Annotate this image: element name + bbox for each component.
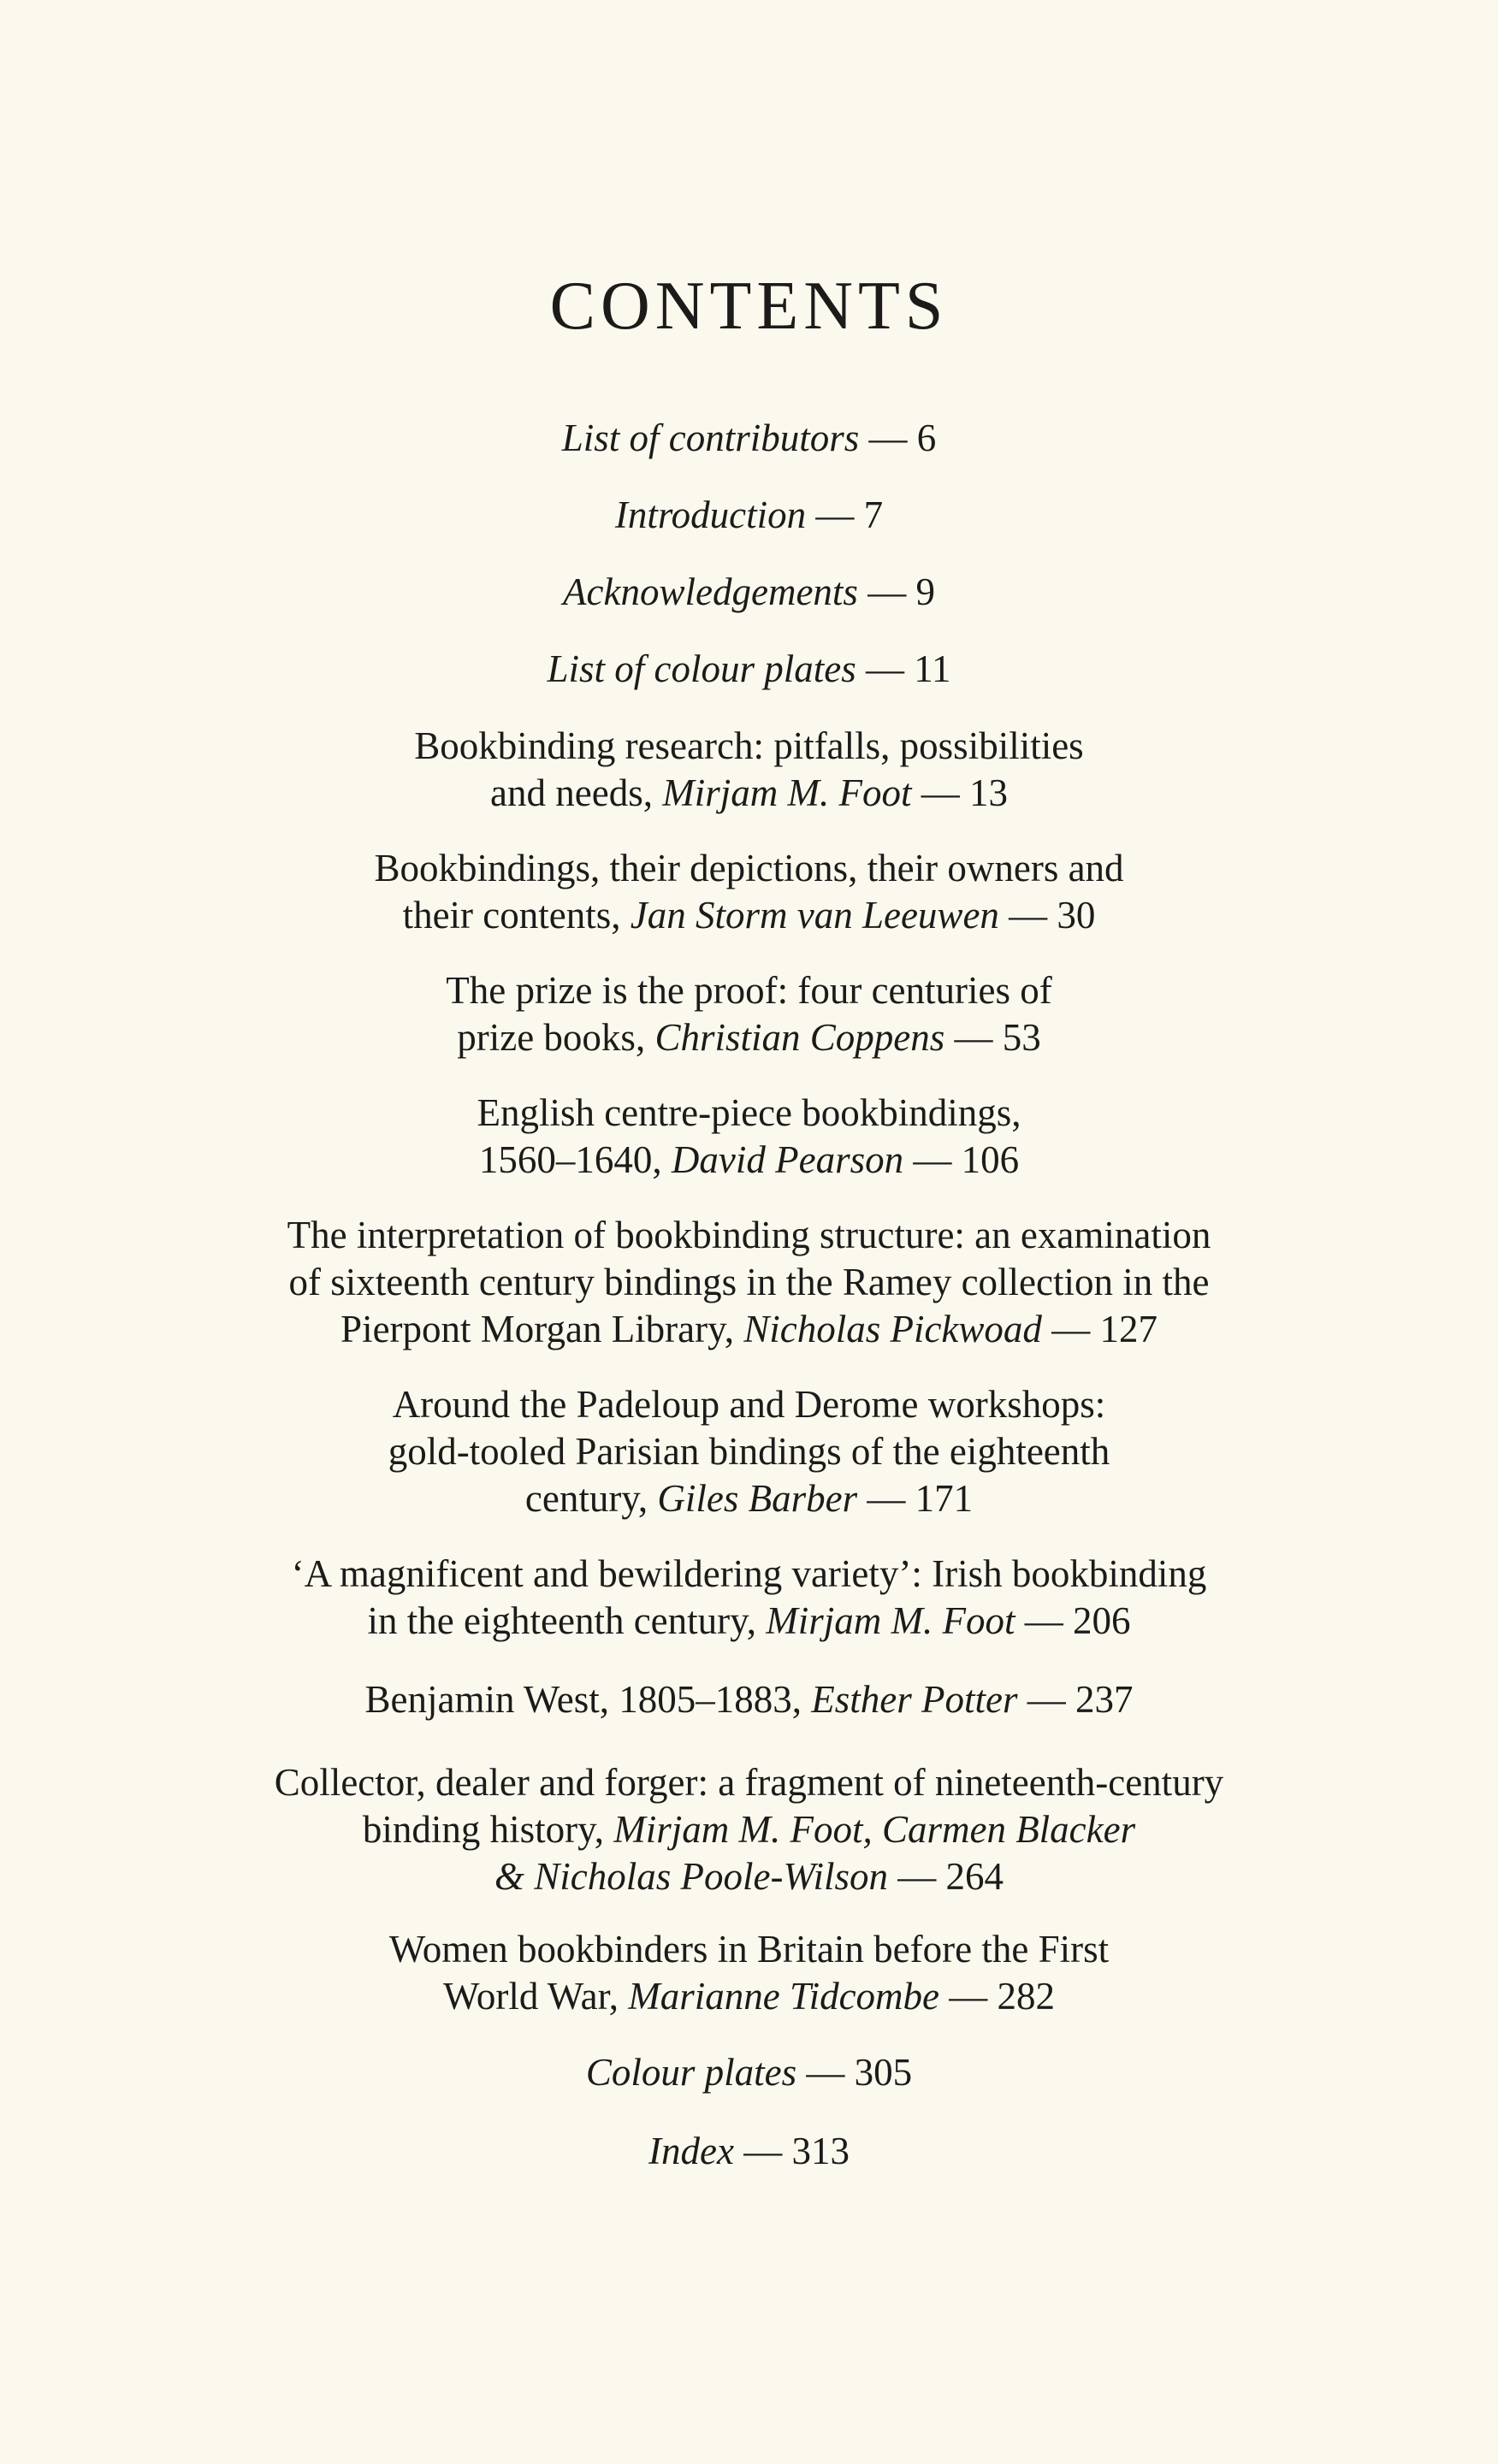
- toc-entry: [0, 967, 1498, 1061]
- toc-line: [0, 415, 1498, 462]
- entry-title: century,: [524, 1477, 658, 1520]
- toc-line: [0, 1306, 1498, 1353]
- page-number: 6: [916, 417, 937, 459]
- toc-line: [0, 1676, 1498, 1723]
- toc-line: [0, 1475, 1498, 1522]
- entry-title: prize books,: [457, 1016, 655, 1059]
- entry-author: Nicholas Pickwoad: [743, 1308, 1042, 1350]
- em-dash-separator: —: [857, 1477, 915, 1520]
- em-dash-separator: —: [1017, 1678, 1075, 1721]
- toc-entry: [0, 492, 1498, 539]
- toc-entry: [0, 1090, 1498, 1184]
- entry-title: Pierpont Morgan Library,: [340, 1308, 744, 1350]
- entry-author: Acknowledgements: [563, 570, 858, 613]
- entry-title: Women bookbinders in Britain before the First: [388, 1928, 1110, 1971]
- toc-line: [0, 1598, 1498, 1645]
- entry-author: Mirjam M. Foot: [662, 771, 912, 814]
- toc-entry: [0, 1926, 1498, 2020]
- em-dash-separator: —: [856, 647, 915, 690]
- entry-author: List of colour plates: [547, 647, 856, 690]
- em-dash-separator: —: [857, 570, 916, 613]
- entry-author: Colour plates: [585, 2051, 797, 2094]
- toc-line: [0, 967, 1498, 1014]
- em-dash-separator: —: [998, 894, 1057, 937]
- entry-title: Bookbindings, their depictions, their owners and: [374, 847, 1124, 889]
- entry-author: Mirjam M. Foot: [766, 1599, 1015, 1642]
- entry-author: Christian Coppens: [654, 1016, 945, 1059]
- entry-author: Giles Barber: [657, 1477, 858, 1520]
- toc-line: [0, 1428, 1498, 1475]
- page-number: 106: [961, 1138, 1020, 1181]
- page-number: 11: [914, 647, 951, 690]
- em-dash-separator: —: [944, 1016, 1003, 1059]
- entry-title: their contents,: [402, 894, 631, 937]
- page-number: 305: [854, 2051, 913, 2094]
- page-number: 53: [1002, 1016, 1041, 1059]
- entry-title: The prize is the proof: four centuries of: [446, 969, 1052, 1012]
- toc-entry: [0, 2049, 1498, 2096]
- entry-title: of sixteenth century bindings in the Ramey collection in the: [288, 1261, 1210, 1303]
- toc-line: [0, 646, 1498, 693]
- entry-title: Bookbinding research: pitfalls, possibilities: [414, 724, 1084, 767]
- em-dash-separator: —: [859, 417, 917, 459]
- toc-line: [0, 1551, 1498, 1598]
- em-dash-separator: —: [939, 1975, 998, 2018]
- toc-line: [0, 723, 1498, 770]
- entry-title: Collector, dealer and forger: a fragment of nineteenth-century: [274, 1761, 1224, 1804]
- entry-author: Marianne Tidcombe: [628, 1975, 940, 2018]
- toc-entry: [0, 723, 1498, 817]
- entry-title: in the eighteenth century,: [367, 1599, 767, 1642]
- entry-author: Jan Storm van Leeuwen: [630, 894, 999, 937]
- page-number: 313: [791, 2130, 850, 2172]
- toc-entry: [0, 1759, 1498, 1900]
- entry-title: binding history,: [362, 1808, 614, 1851]
- toc-line: [0, 1806, 1498, 1853]
- em-dash-separator: —: [887, 1855, 946, 1898]
- toc-entry: [0, 646, 1498, 693]
- toc-entry: [0, 1676, 1498, 1723]
- entry-author: Esther Potter: [811, 1678, 1018, 1721]
- em-dash-separator: —: [903, 1138, 962, 1181]
- toc-line: [0, 1014, 1498, 1061]
- toc-entry: [0, 569, 1498, 616]
- page-number: 9: [915, 570, 935, 613]
- toc-entry: [0, 1551, 1498, 1645]
- toc-line: [0, 1853, 1498, 1900]
- toc-line: [0, 2049, 1498, 2096]
- em-dash-separator: —: [1041, 1308, 1100, 1350]
- entry-title: Benjamin West, 1805–1883,: [364, 1678, 812, 1721]
- toc-line: [0, 1090, 1498, 1137]
- toc-line: [0, 492, 1498, 539]
- entry-title: gold-tooled Parisian bindings of the eighteenth: [388, 1430, 1110, 1473]
- toc-line: [0, 1973, 1498, 2020]
- toc-line: [0, 1137, 1498, 1184]
- page-number: 206: [1072, 1599, 1131, 1642]
- toc-line: [0, 1381, 1498, 1428]
- page-title: CONTENTS: [549, 269, 949, 344]
- em-dash-separator: —: [796, 2051, 855, 2094]
- page-number: 282: [997, 1975, 1056, 2018]
- toc-entry: [0, 1212, 1498, 1353]
- toc-entry: [0, 2128, 1498, 2175]
- entry-author: & Nicholas Poole-Wilson: [494, 1855, 888, 1898]
- em-dash-separator: —: [1015, 1599, 1073, 1642]
- entry-title: 1560–1640,: [478, 1138, 672, 1181]
- toc-line: [0, 1759, 1498, 1806]
- toc-entry: [0, 1381, 1498, 1522]
- toc-entry: [0, 415, 1498, 462]
- entry-author: List of contributors: [561, 417, 860, 459]
- toc-line: [0, 1926, 1498, 1973]
- entry-title: World War,: [442, 1975, 629, 2018]
- page-number: 171: [915, 1477, 974, 1520]
- toc-line: [0, 569, 1498, 616]
- entry-author: Mirjam M. Foot, Carmen Blacker: [613, 1808, 1136, 1851]
- toc-line: [0, 770, 1498, 817]
- toc-line: [0, 892, 1498, 939]
- page-number: 30: [1057, 894, 1096, 937]
- toc-line: [0, 1259, 1498, 1306]
- toc-line: [0, 2128, 1498, 2175]
- entry-title: English centre-piece bookbindings,: [477, 1091, 1021, 1134]
- entry-title: ‘A magnificent and bewildering variety’: Irish bookbinding: [291, 1552, 1207, 1595]
- entry-title: The interpretation of bookbinding structure: an examination: [287, 1214, 1211, 1256]
- em-dash-separator: —: [733, 2130, 792, 2172]
- em-dash-separator: —: [911, 771, 969, 814]
- page-number: 264: [945, 1855, 1004, 1898]
- em-dash-separator: —: [806, 493, 864, 536]
- page-number: 127: [1099, 1308, 1158, 1350]
- entry-title: and needs,: [490, 771, 663, 814]
- page-number: 237: [1075, 1678, 1134, 1721]
- entry-author: Introduction: [614, 493, 807, 536]
- entry-title: Around the Padeloup and Derome workshops:: [392, 1383, 1106, 1426]
- page-number: 7: [863, 493, 884, 536]
- toc-line: [0, 845, 1498, 892]
- page-number: 13: [968, 771, 1008, 814]
- toc-entry: [0, 845, 1498, 939]
- toc-line: [0, 1212, 1498, 1259]
- entry-author: David Pearson: [671, 1138, 904, 1181]
- entry-author: Index: [648, 2130, 734, 2172]
